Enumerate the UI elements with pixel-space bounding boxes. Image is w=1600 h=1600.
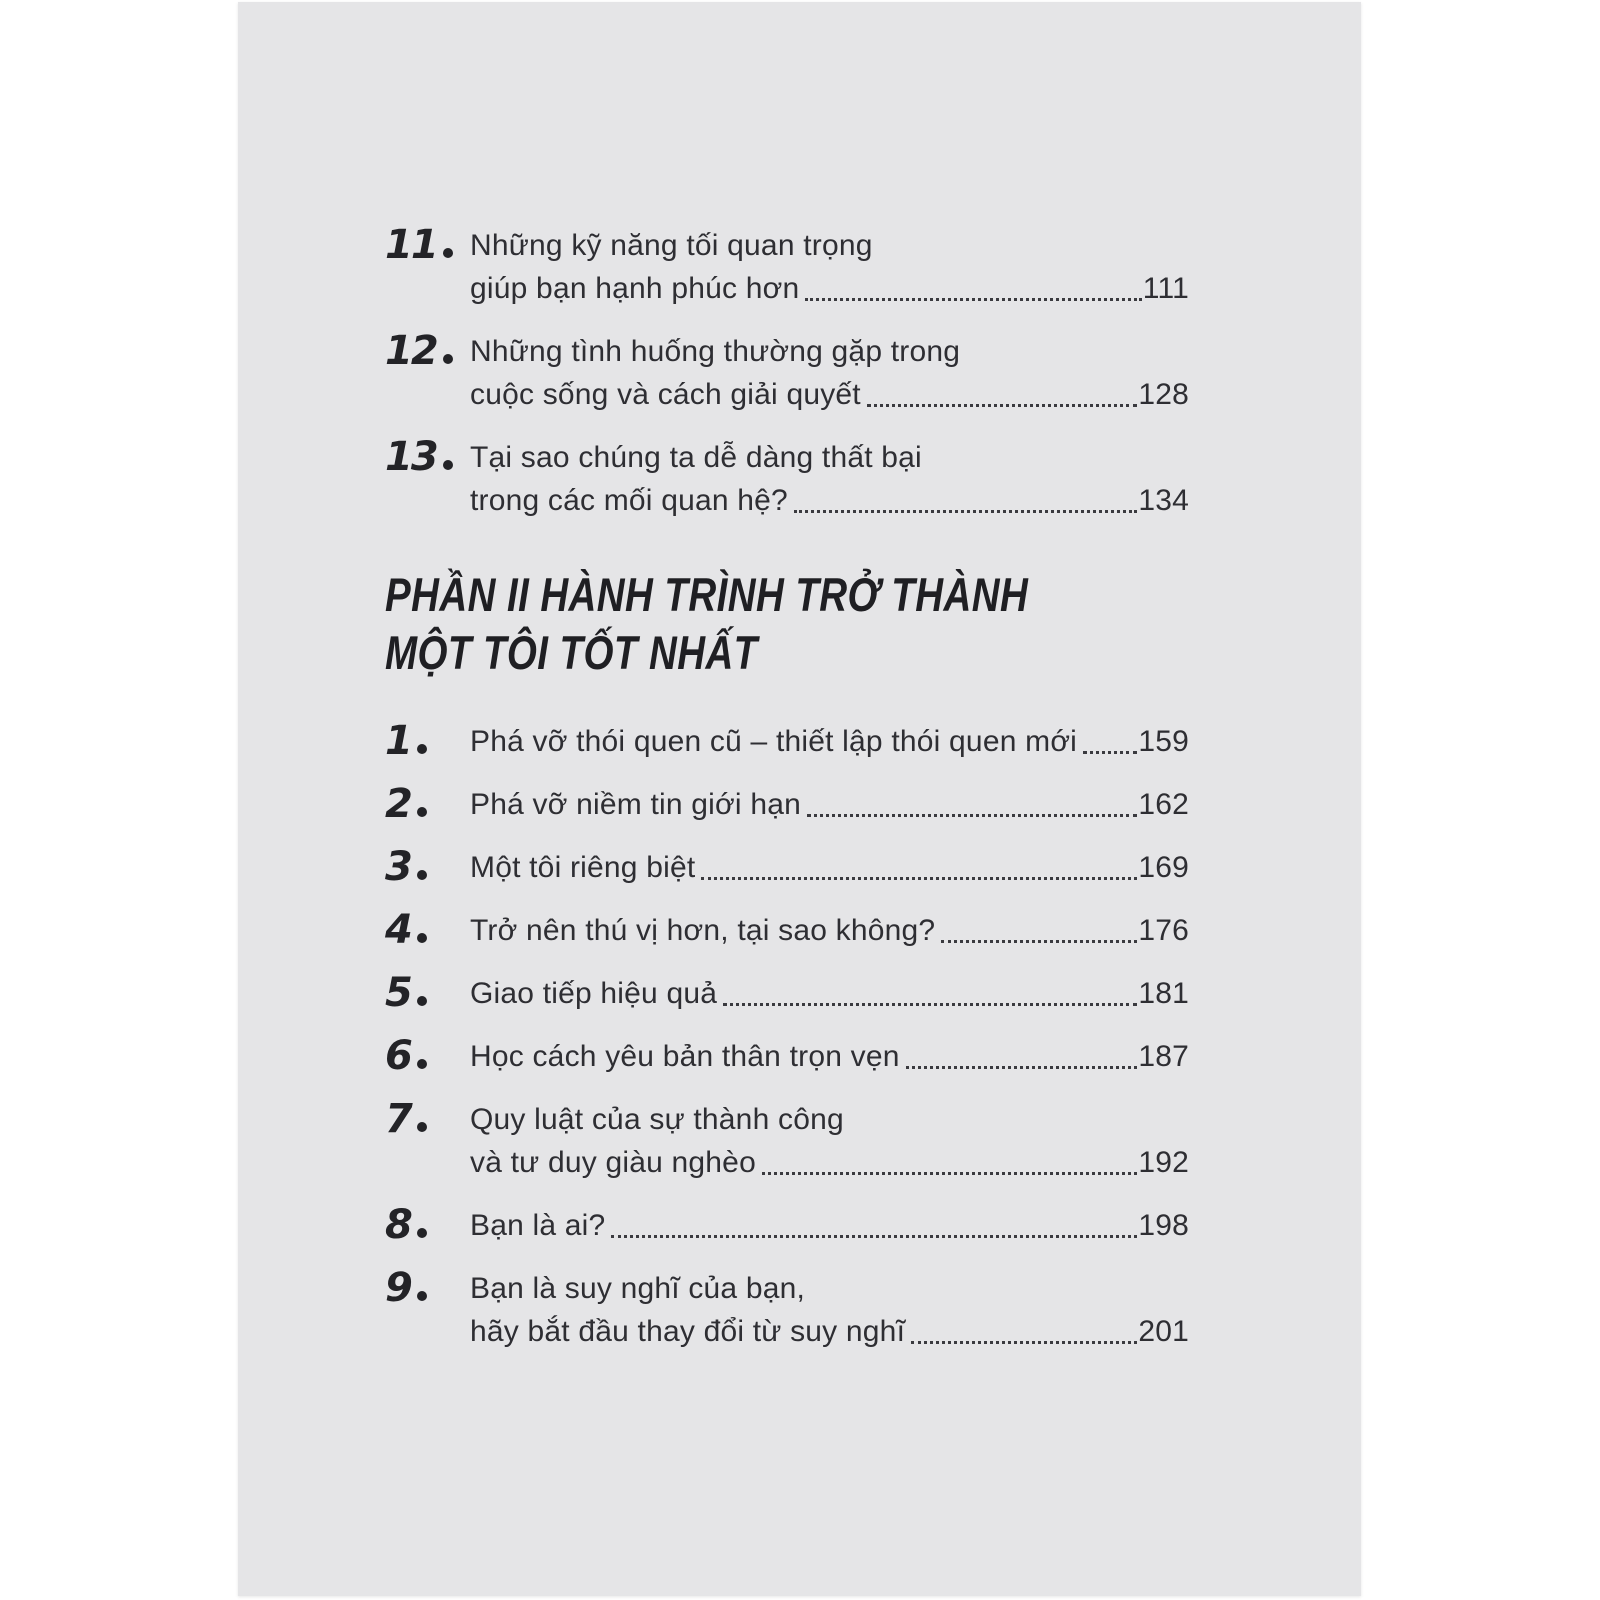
dot-leader	[1083, 751, 1137, 754]
entry-leader-line	[470, 909, 1189, 952]
dot-leader	[794, 510, 1137, 513]
toc-entry-1	[385, 720, 1189, 763]
entry-leader-line	[470, 972, 1189, 1015]
number-dot	[417, 870, 427, 880]
table-of-contents	[238, 2, 1361, 1353]
entry-number-text: 9	[385, 1265, 411, 1311]
dot-leader	[701, 877, 1137, 880]
entry-title-line: Phá vỡ niềm tin giới hạn	[470, 788, 801, 821]
entry-leader-line	[470, 846, 1189, 889]
entry-number	[385, 1267, 470, 1353]
page-number: 162	[1138, 788, 1189, 821]
entry-body	[470, 1035, 1189, 1078]
entry-body	[470, 330, 1189, 416]
entry-number	[385, 1098, 470, 1184]
number-dot	[443, 354, 453, 364]
page-number: 169	[1138, 851, 1189, 884]
dot-leader	[867, 404, 1138, 407]
page-number: 159	[1138, 725, 1189, 758]
entry-number-text: 11	[385, 222, 437, 268]
toc-entry-6	[385, 1035, 1189, 1078]
entry-title-line: trong các mối quan hệ?	[470, 484, 788, 517]
entry-title-line: hãy bắt đầu thay đổi từ suy nghĩ	[470, 1315, 906, 1348]
entry-leader-line	[470, 1035, 1189, 1078]
entry-body	[470, 909, 1189, 952]
entry-body	[470, 972, 1189, 1015]
entry-leader-line	[470, 479, 1189, 522]
dot-leader	[941, 940, 1137, 943]
entry-title-line: giúp bạn hạnh phúc hơn	[470, 272, 800, 305]
entry-leader-line	[470, 1204, 1189, 1247]
toc-entry-5	[385, 972, 1189, 1015]
entry-leader-line	[470, 783, 1189, 826]
entry-number	[385, 436, 470, 522]
page-number: 187	[1138, 1040, 1189, 1073]
entry-number	[385, 783, 470, 826]
entry-title-line: Trở nên thú vị hơn, tại sao không?	[470, 914, 936, 947]
dot-leader	[906, 1066, 1138, 1069]
dot-leader	[723, 1003, 1137, 1006]
entry-leader-line	[470, 1310, 1189, 1353]
entry-leader-line	[470, 267, 1189, 310]
number-dot	[443, 248, 453, 258]
dot-leader	[762, 1172, 1137, 1175]
entry-title-line: Một tôi riêng biệt	[470, 851, 696, 884]
toc-entry-13	[385, 436, 1189, 522]
page-number: 176	[1138, 914, 1189, 947]
page-number: 198	[1138, 1209, 1189, 1242]
entry-number-text: 8	[385, 1202, 411, 1248]
number-dot	[417, 933, 427, 943]
entry-number-text: 2	[385, 781, 411, 827]
dot-leader	[807, 814, 1137, 817]
entry-body	[470, 846, 1189, 889]
toc-entry-4	[385, 909, 1189, 952]
entry-number	[385, 972, 470, 1015]
entry-leader-line	[470, 1141, 1189, 1184]
entry-number-text: 7	[385, 1096, 411, 1142]
entry-number-text: 13	[385, 434, 437, 480]
entry-body	[470, 436, 1189, 522]
entry-number	[385, 1035, 470, 1078]
page-number: 134	[1138, 484, 1189, 517]
entry-title-line: Tại sao chúng ta dễ dàng thất bại	[470, 441, 922, 474]
entry-number-text: 4	[385, 907, 411, 953]
entry-title-line: Quy luật của sự thành công	[470, 1103, 844, 1136]
number-dot	[417, 744, 427, 754]
page-number: 201	[1138, 1315, 1189, 1348]
toc-entry-8	[385, 1204, 1189, 1247]
entry-number	[385, 909, 470, 952]
number-dot	[417, 1228, 427, 1238]
entry-title-line: Bạn là ai?	[470, 1209, 606, 1242]
section-header-line-1: PHẦN II HÀNH TRÌNH TRỞ THÀNH	[385, 568, 1029, 621]
page-number: 128	[1138, 378, 1189, 411]
entry-title-line: Bạn là suy nghĩ của bạn,	[470, 1272, 806, 1305]
entry-number-text: 3	[385, 844, 411, 890]
toc-entry-12	[385, 330, 1189, 416]
toc-entry-11	[385, 224, 1189, 310]
number-dot	[417, 1059, 427, 1069]
entry-body	[470, 1098, 1189, 1184]
page-number: 111	[1142, 272, 1189, 305]
entry-body	[470, 224, 1189, 310]
entry-number-text: 1	[385, 718, 411, 764]
number-dot	[417, 1122, 427, 1132]
entry-number	[385, 330, 470, 416]
entry-title-line: Giao tiếp hiệu quả	[470, 977, 718, 1010]
dot-leader	[805, 298, 1141, 301]
entry-number-text: 5	[385, 970, 411, 1016]
dot-leader	[911, 1341, 1137, 1344]
entry-title-line: Học cách yêu bản thân trọn vẹn	[470, 1040, 900, 1073]
entry-body	[470, 783, 1189, 826]
entry-body	[470, 1267, 1189, 1353]
toc-entry-7	[385, 1098, 1189, 1184]
entry-title-line: Phá vỡ thói quen cũ – thiết lập thói quen mới	[470, 725, 1078, 758]
entry-body	[470, 720, 1189, 763]
entry-body	[470, 1204, 1189, 1247]
page-number: 181	[1138, 977, 1189, 1010]
entry-number	[385, 224, 470, 310]
section-header-line-2: MỘT TÔI TỐT NHẤT	[385, 626, 758, 679]
entry-number-text: 12	[385, 328, 437, 374]
entry-number	[385, 846, 470, 889]
entry-leader-line	[470, 720, 1189, 763]
entry-title-line: cuộc sống và cách giải quyết	[470, 378, 861, 411]
entry-number	[385, 720, 470, 763]
page-number: 192	[1138, 1146, 1189, 1179]
entry-title-line: Những kỹ năng tối quan trọng	[470, 229, 873, 262]
entry-title-line: Những tình huống thường gặp trong	[470, 335, 961, 368]
number-dot	[417, 807, 427, 817]
number-dot	[417, 1291, 427, 1301]
toc-entry-2	[385, 783, 1189, 826]
toc-entry-3	[385, 846, 1189, 889]
toc-entry-9	[385, 1267, 1189, 1353]
entry-number	[385, 1204, 470, 1247]
entry-leader-line	[470, 373, 1189, 416]
number-dot	[417, 996, 427, 1006]
dot-leader	[611, 1235, 1137, 1238]
book-page	[238, 2, 1361, 1596]
number-dot	[443, 460, 453, 470]
entry-number-text: 6	[385, 1033, 411, 1079]
entry-title-line: và tư duy giàu nghèo	[470, 1146, 756, 1179]
section-header-part-2	[385, 566, 1189, 682]
